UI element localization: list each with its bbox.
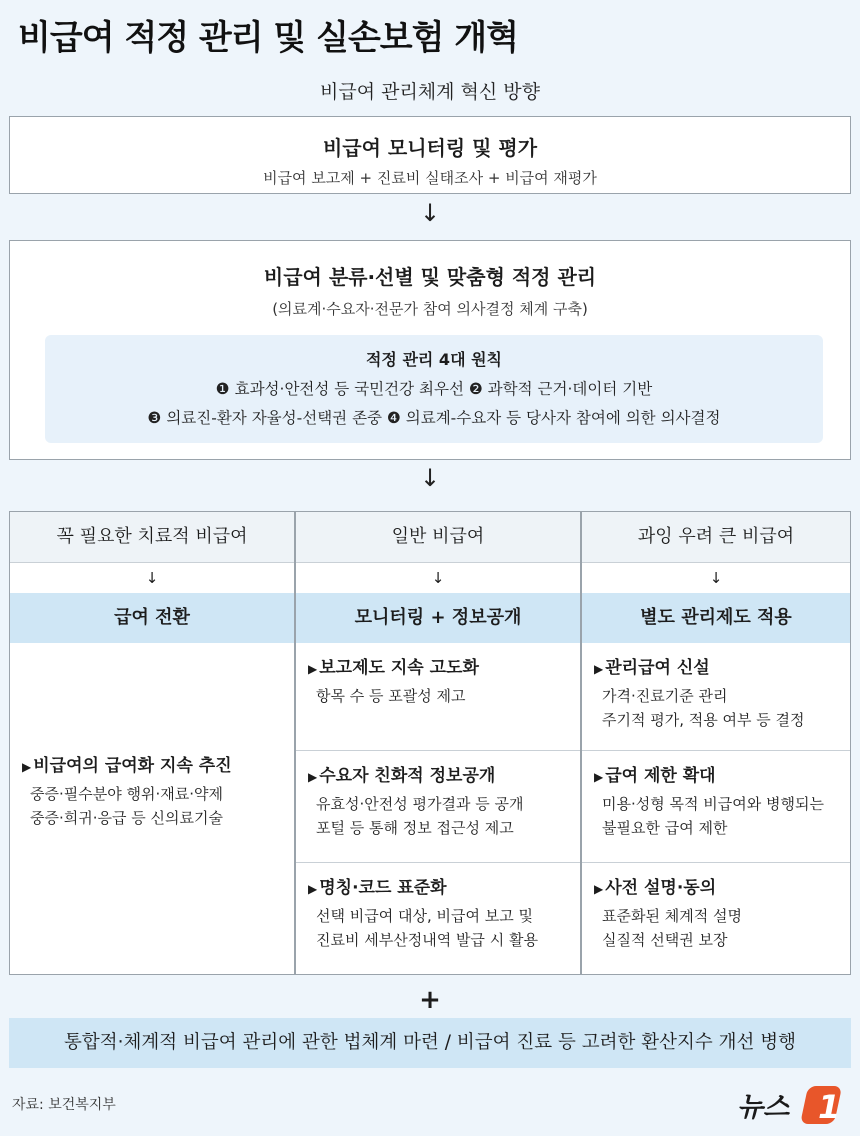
classification-box — [9, 240, 851, 460]
column-band: 별도 관리제도 적용 — [582, 593, 850, 643]
item-line: 주기적 평가, 적용 여부 등 결정 — [602, 711, 805, 729]
logo-mark: 1 — [818, 1088, 841, 1126]
arrow-down-icon: ↓ — [431, 569, 445, 587]
column-excessive — [581, 511, 851, 975]
news1-logo-icon — [735, 1082, 850, 1128]
column-header: 일반 비급여 — [296, 512, 580, 563]
logo-text: 뉴스 — [737, 1092, 790, 1123]
list-item — [10, 643, 294, 975]
triangle-right-icon: ▶ — [308, 882, 318, 896]
item-heading: ▶ 급여 제한 확대 — [594, 766, 716, 786]
arrow-down-icon: ↓ — [419, 464, 441, 492]
monitoring-sub: 비급여 보고제 + 진료비 실태조사 + 비급여 재평가 — [263, 169, 597, 187]
list-item — [582, 751, 850, 863]
page-title: 비급여 적정 관리 및 실손보험 개혁 — [18, 18, 518, 58]
news1-logo — [735, 1082, 850, 1132]
principles-title: 적정 관리 4대 원칙 — [365, 350, 503, 369]
monitoring-heading: 비급여 모니터링 및 평가 — [322, 136, 538, 160]
item-heading: ▶ 사전 설명·동의 — [594, 878, 717, 898]
item-line: 미용·성형 목적 비급여와 병행되는 — [602, 795, 824, 813]
list-item — [296, 643, 580, 751]
item-line: 실질적 선택권 보장 — [602, 931, 728, 949]
page-subtitle: 비급여 관리체계 혁신 방향 — [319, 81, 540, 103]
column-band: 급여 전환 — [10, 593, 294, 643]
list-item — [582, 863, 850, 975]
item-heading: ▶ 수요자 친화적 정보공개 — [308, 766, 496, 786]
item-heading: ▶ 보고제도 지속 고도화 — [308, 658, 479, 678]
column-header: 꼭 필요한 치료적 비급여 — [10, 512, 294, 563]
principles-panel — [45, 335, 823, 443]
item-heading: ▶ 비급여의 급여화 지속 추진 — [22, 756, 232, 776]
item-line: 가격·진료기준 관리 — [602, 687, 728, 705]
column-band: 모니터링 + 정보공개 — [296, 593, 580, 643]
item-line: 포털 등 통해 정보 접근성 제고 — [316, 819, 514, 837]
plus-icon: + — [419, 985, 441, 1015]
triangle-right-icon: ▶ — [308, 770, 318, 784]
triangle-right-icon: ▶ — [308, 662, 318, 676]
item-heading: ▶ 관리급여 신설 — [594, 658, 710, 678]
triangle-right-icon: ▶ — [594, 770, 604, 784]
item-line: 항목 수 등 포괄성 제고 — [316, 687, 466, 705]
item-line: 표준화된 체계적 설명 — [602, 907, 742, 925]
arrow-down-icon: ↓ — [145, 569, 159, 587]
column-essential — [9, 511, 295, 975]
arrow-down-icon: ↓ — [419, 199, 441, 227]
item-line: 유효성·안전성 평가결과 등 공개 — [316, 795, 524, 813]
column-header: 과잉 우려 큰 비급여 — [582, 512, 850, 563]
arrow-down-icon: ↓ — [709, 569, 723, 587]
item-heading: ▶ 명칭·코드 표준화 — [308, 878, 447, 898]
principles-line-1: ❶ 효과성·안전성 등 국민건강 최우선 ❷ 과학적 근거·데이터 기반 — [215, 380, 653, 398]
triangle-right-icon: ▶ — [594, 882, 604, 896]
list-item — [296, 751, 580, 863]
item-line: 불필요한 급여 제한 — [602, 819, 728, 837]
monitoring-box — [9, 116, 851, 194]
item-line: 선택 비급여 대상, 비급여 보고 및 — [316, 907, 533, 925]
classification-heading: 비급여 분류·선별 및 맞춤형 적정 관리 — [263, 265, 597, 289]
source-note: 자료: 보건복지부 — [12, 1097, 116, 1113]
list-item — [296, 863, 580, 975]
classification-sub: (의료계·수요자·전문가 참여 의사결정 체계 구축) — [272, 300, 588, 318]
principles-line-2: ❸ 의료진-환자 자율성-선택권 존중 ❹ 의료계-수요자 등 당사자 참여에 의한 의사결정 — [147, 409, 721, 427]
item-line: 진료비 세부산정내역 발급 시 활용 — [316, 931, 538, 949]
list-item — [582, 643, 850, 751]
triangle-right-icon: ▶ — [22, 760, 32, 774]
item-line: 중증·희귀·응급 등 신의료기술 — [30, 809, 223, 827]
column-general — [295, 511, 581, 975]
triangle-right-icon: ▶ — [594, 662, 604, 676]
bottom-band: 통합적·체계적 비급여 관리에 관한 법체계 마련 / 비급여 진료 등 고려한 환산지수 개선 병행 — [9, 1018, 851, 1068]
item-line: 중증·필수분야 행위·재료·약제 — [30, 785, 223, 803]
